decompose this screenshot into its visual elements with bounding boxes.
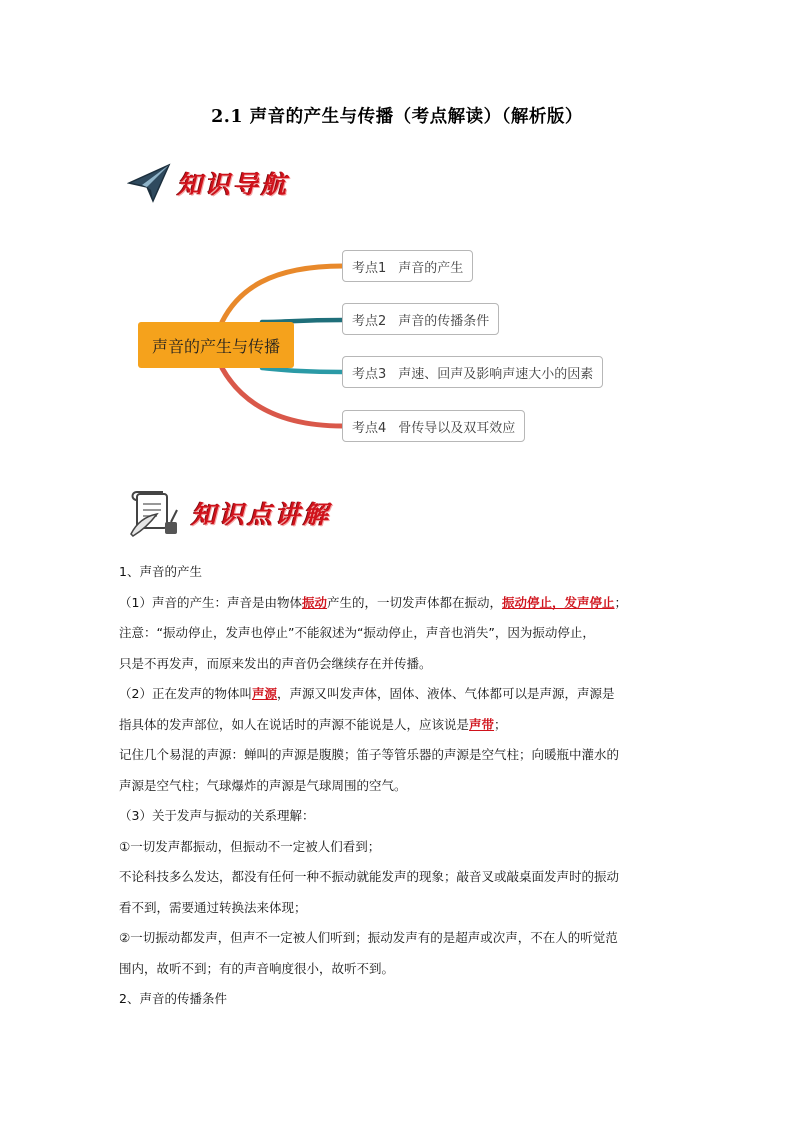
branch-key: 考点1 <box>352 260 387 276</box>
branch-label: 声速、回声及影响声速大小的因素 <box>398 366 594 382</box>
branch-key: 考点2 <box>352 313 387 329</box>
mindmap-branch-2 <box>342 303 499 335</box>
paragraph: 注意：“振动停止，发声也停止”不能叙述为“振动停止，声音也消失”，因为振动停止， <box>119 625 595 640</box>
highlight: 声带 <box>469 716 495 732</box>
branch-connector-1 <box>222 266 343 322</box>
mindmap-branch-1 <box>342 250 473 282</box>
document-body <box>119 557 689 1015</box>
knowledge-explanation-title: 知识点讲解 <box>191 500 332 529</box>
paragraph: 只是不再发声，而原来发出的声音仍会继续存在并传播。 <box>119 655 432 671</box>
paragraph: 记住几个易混的声源：蝉叫的声源是腹膜；笛子等管乐器的声源是空气柱；向暖瓶中灌水的 <box>119 747 620 762</box>
branch-label: 声音的传播条件 <box>398 313 490 329</box>
branch-label: 声音的产生 <box>398 260 464 276</box>
paragraph: 声源是空气柱；气球爆炸的声源是气球周围的空气。 <box>119 777 407 793</box>
paragraph: 看不到，需要通过转换法来体现； <box>119 899 307 915</box>
paragraph: （2）正在发声的物体叫声源，声源又叫发声体，固体、液体、气体都可以是声源，声源是 <box>119 686 615 701</box>
knowledge-explanation-banner <box>127 488 331 538</box>
mindmap-branch-4 <box>342 410 525 442</box>
paragraph: （1）声音的产生：声音是由物体振动产生的，一切发声体都在振动，振动停止，发声停止； <box>119 594 628 610</box>
branch-connector-4 <box>222 368 343 426</box>
section-heading: 2、声音的传播条件 <box>119 991 227 1006</box>
mindmap-center-node: 声音的产生与传播 <box>138 322 294 368</box>
highlight: 振动 <box>301 594 327 610</box>
highlight: 振动停止，发声停止 <box>502 594 615 610</box>
branch-key: 考点4 <box>352 420 387 436</box>
paragraph: 指具体的发声部位，如人在说话时的声源不能说是人，应该说是声带； <box>119 716 507 732</box>
section-heading: 1、声音的产生 <box>119 564 202 579</box>
paragraph: 围内，故听不到；有的声音响度很小，故听不到。 <box>119 960 395 976</box>
knowledge-navigation-title: 知识导航 <box>177 170 290 199</box>
branch-label: 骨传导以及双耳效应 <box>398 420 516 436</box>
paragraph: 不论科技多么发达，都没有任何一种不振动就能发声的现象；敲音叉或敲桌面发声时的振动 <box>119 869 620 884</box>
paragraph: ①一切发声都振动，但振动不一定被人们看到； <box>119 838 381 854</box>
paragraph: （3）关于发声与振动的关系理解： <box>119 808 315 823</box>
paragraph: ②一切振动都发声，但声不一定被人们听到；振动发声有的是超声或次声，不在人的听觉范 <box>119 930 618 945</box>
mindmap-branch-3 <box>342 356 603 388</box>
highlight: 声源 <box>251 686 277 701</box>
branch-connector-3 <box>262 368 343 372</box>
branch-key: 考点3 <box>352 366 387 382</box>
scroll-quill-icon <box>127 488 183 538</box>
page-title: 2.1 声音的产生与传播（考点解读）（解析版） <box>211 107 583 127</box>
